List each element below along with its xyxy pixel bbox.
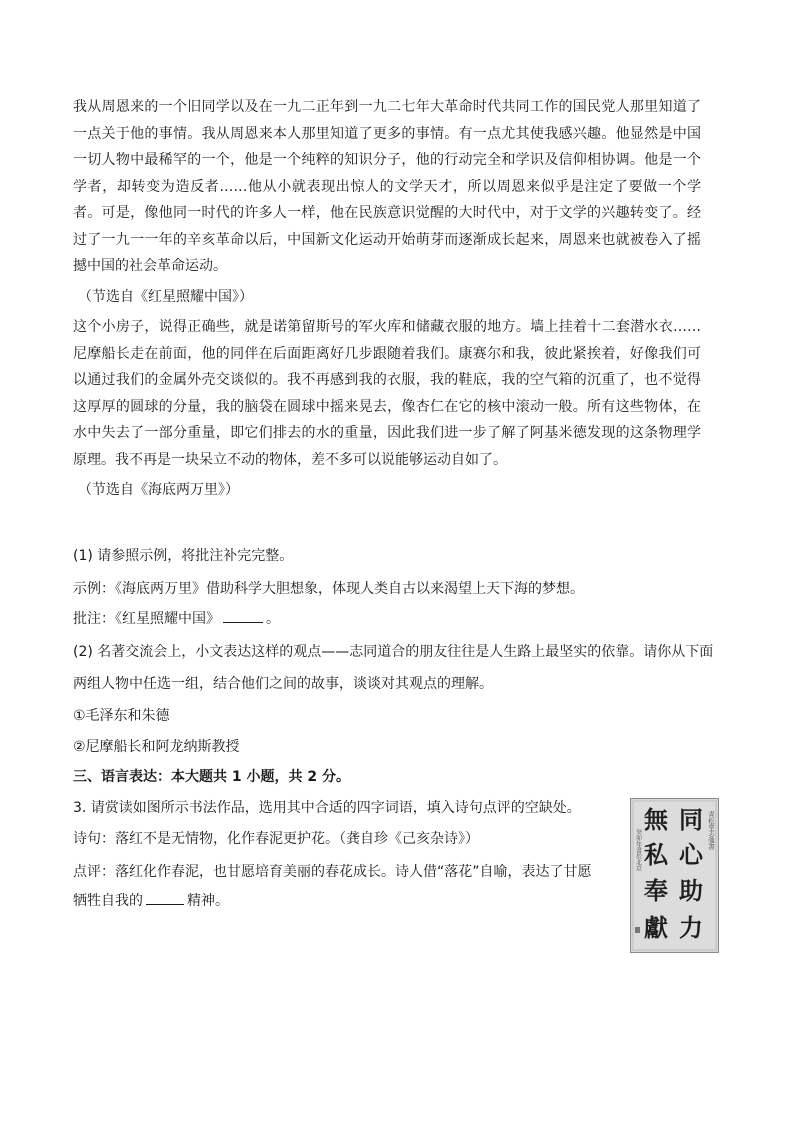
question-2-line-2: 两组人物中任选一组，结合他们之间的故事，谈谈对其观点的理解。 [73, 676, 493, 692]
passage-haidi: 这个小房子，说得正确些，就是诺第留斯号的军火库和储藏衣服的地方。墙上挂着十二套潜水衣……尼摩船长走在前面，他的同伴在后面距离好几步跟随着我们。康赛尔和我，彼此紧挨着，好像我们可以通过我们的金属外壳交谈似的。我不再感到我的衣服，我的鞋底，我的空气箱的沉重了，也不觉得这厚厚的圆球的分量，我的脑袋在圆球中摇来晃去，像杏仁在它的核中滚动一般。所有这些物体，在水中失去了一部分重量，即它们排去的水的重量，因此我们进一步了解了阿基米德发现的这条物理学原理。我不再是一块呆立不动的物体，差不多可以说能够运动自如了。 [73, 319, 701, 468]
comment-line-2 [73, 891, 229, 911]
option-1: ①毛泽东和朱德 [73, 708, 170, 724]
annotation-line [73, 609, 280, 629]
annotation-suffix: 。 [266, 611, 280, 627]
question-1: (1) 请参照示例，将批注补完完整。 [73, 548, 294, 564]
comment-blank[interactable] [146, 892, 184, 905]
source-haidi: （节选自《海底两万里》） [78, 482, 239, 498]
calli-char-1: 同 [679, 805, 703, 834]
source-hongxing: （节选自《红星照耀中国》） [78, 289, 253, 305]
comment-line-1: 点评：落红化作春泥，也甘愿培育美丽的春花成长。诗人借“落花”自喻，表达了甘愿 [73, 864, 592, 880]
calligraphy-image [630, 798, 719, 953]
calli-inscription-left: 癸卯年書於北京 [634, 829, 642, 871]
calli-char-5: 無 [644, 805, 668, 834]
passage-hongxing: 我从周恩来的一个旧同学以及在一九二正年到一九二七年大革命时代共同工作的国民党人那里知道了一点关于他的事情。我从周恩来本人那里知道了更多的事情。有一点尤其使我感兴趣。他显然是中国一切人物中最稀罕的一个，他是一个纯粹的知识分子，他的行动完全和学识及信仰相协调。他是一个学者，却转变为造反者……他从小就表现出惊人的文学天才，所以周恩来似乎是注定了要做一个学者。可是，像他同一时代的许多人一样，他在民族意识觉醒的大时代中，对于文学的兴趣转变了。经过了一九一一年的辛亥革命以后，中国新文化运动开始萌芽而逐渐成长起来，周恩来也就被卷入了摇撼中国的社会革命运动。 [73, 99, 701, 274]
calli-char-4: 力 [679, 913, 703, 942]
calli-char-8: 獻 [644, 913, 668, 942]
calli-char-2: 心 [679, 840, 703, 869]
question-3: 3. 请赏读如图所示书法作品，选用其中合适的四字词语，填入诗句点评的空缺处。 [73, 800, 581, 816]
comment-prefix: 牺牲自我的 [73, 893, 143, 909]
question-2-line-1: (2) 名著交流会上，小文表达这样的观点——志同道合的朋友往往是人生路上最坚实的依靠。请你从下面 [73, 644, 714, 660]
comment-suffix: 精神。 [187, 893, 229, 909]
calli-char-3: 助 [679, 876, 703, 905]
calli-inscription-right: 青松堂志強書 [707, 811, 715, 850]
annotation-prefix: 批注：《红星照耀中国》 [73, 611, 220, 627]
poem-line: 诗句：落红不是无情物，化作春泥更护花。（龚自珍《己亥杂诗》） [73, 831, 479, 847]
section-3-heading: 三、语言表达：本大题共 1 小题，共 2 分。 [73, 769, 350, 785]
calli-char-6: 私 [644, 840, 668, 869]
annotation-blank[interactable] [223, 610, 263, 623]
example-annotation: 示例：《海底两万里》借助科学大胆想象，体现人类自古以来渴望上天下海的梦想。 [73, 581, 584, 597]
option-2: ②尼摩船长和阿龙纳斯教授 [73, 739, 240, 755]
calli-char-7: 奉 [644, 876, 668, 905]
calli-seal [635, 927, 640, 933]
